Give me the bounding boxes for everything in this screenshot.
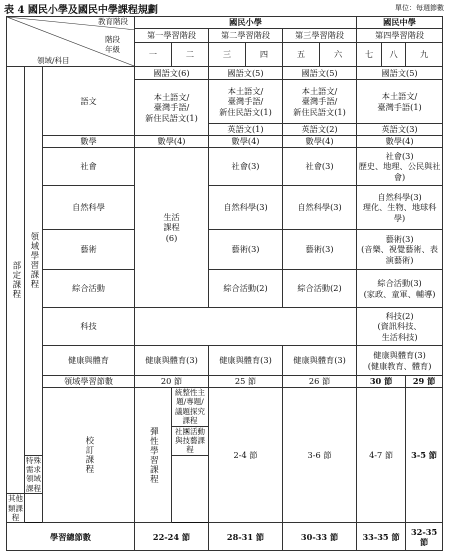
- cell-science-stage3: 自然科學(3): [283, 186, 357, 230]
- group-school-based: 校訂課程: [43, 388, 135, 523]
- flex-stage1: 2-4 節: [209, 388, 283, 523]
- cell-health-stage2: 健康與體育(3): [209, 346, 283, 376]
- domain-total-stage3: 26 節: [283, 376, 357, 388]
- domain-total-stage2: 25 節: [209, 376, 283, 388]
- subject-integrative: 綜合活動: [43, 270, 135, 308]
- grade-3: 三: [209, 43, 246, 67]
- group-domain-learning: 領域學習課程: [25, 67, 43, 456]
- table-header-bar: [0, 0, 450, 16]
- cell-guoyu-stage3: 國語文(5): [283, 67, 357, 80]
- cell-health-stage3: 健康與體育(3): [283, 346, 357, 376]
- cell-local-lang-stage3: 本土語文/ 臺灣手語/ 新住民語文(1): [283, 80, 357, 124]
- grade-7: 七: [357, 43, 382, 67]
- cell-health-stage4: 健康與體育(3) (健康教育、體育): [357, 346, 443, 376]
- unit-note: 單位：每週節數: [395, 4, 444, 12]
- flex-item-thematic: 統整性主題/專題/ 議題探究課程: [172, 388, 209, 427]
- domain-total-grade7-8: 30 節: [357, 376, 406, 388]
- cell-life-curriculum: 生活 課程 (6): [135, 148, 209, 308]
- grade-9: 九: [406, 43, 443, 67]
- cell-integrative-stage3: 綜合活動(2): [283, 270, 357, 308]
- grand-total-grade9: 32-35 節: [406, 523, 443, 551]
- cell-local-lang-stage1: 本土語文/ 臺灣手語/ 新住民語文(1): [135, 80, 209, 136]
- grand-total-stage1: 22-24 節: [135, 523, 209, 551]
- domain-total-stage1: 20 節: [135, 376, 209, 388]
- flex-item-special-needs: 特殊需求領域課程: [26, 455, 41, 493]
- cell-health-stage1: 健康與體育(3): [135, 346, 209, 376]
- cell-local-lang-stage4: 本土語文/ 臺灣手語(1): [357, 80, 443, 124]
- cell-math-stage1: 數學(4): [135, 136, 209, 148]
- grand-total-grade7-8: 33-35 節: [357, 523, 406, 551]
- flex-item-other: 其他類課程: [8, 494, 23, 522]
- grade-5: 五: [283, 43, 320, 67]
- stage-1: 第一學習階段: [135, 29, 209, 43]
- table-title: 表 4 國民小學及國民中學課程規劃: [4, 5, 158, 16]
- flex-stage3: 4-7 節: [357, 388, 406, 523]
- grand-total-stage2: 28-31 節: [209, 523, 283, 551]
- grade-8: 八: [382, 43, 406, 67]
- level-elementary: 國民小學: [135, 17, 357, 29]
- domain-total-grade9: 29 節: [406, 376, 443, 388]
- corner-label-stage: 階段: [105, 35, 121, 44]
- cell-math-stage2: 數學(4): [209, 136, 283, 148]
- cell-arts-stage4: 藝術(3) (音樂、視覺藝術、表演藝術): [357, 230, 443, 270]
- cell-social-stage2: 社會(3): [209, 148, 283, 186]
- cell-english-stage3: 英語文(2): [283, 124, 357, 136]
- cell-math-stage3: 數學(4): [283, 136, 357, 148]
- corner-label-stage-level: 教育階段: [98, 17, 129, 26]
- label-domain-total: 領域學習節數: [43, 376, 135, 388]
- group-dept-required: 部定課程: [7, 67, 25, 494]
- cell-local-lang-stage2: 本土語文/ 臺灣手語/ 新住民語文(1): [209, 80, 283, 124]
- subject-arts: 藝術: [43, 230, 135, 270]
- grand-total-stage3: 30-33 節: [283, 523, 357, 551]
- label-grand-total: 學習總節數: [7, 523, 135, 551]
- subject-science: 自然科學: [43, 186, 135, 230]
- cell-tech-stage4: 科技(2) (資訊科技、 生活科技): [357, 308, 443, 346]
- flex-item-clubs: 社團活動與技藝課程: [172, 426, 209, 455]
- flex-stage2: 3-6 節: [283, 388, 357, 523]
- cell-english-stage2: 英語文(1): [209, 124, 283, 136]
- cell-tech-elementary-empty: [135, 308, 357, 346]
- cell-social-stage3: 社會(3): [283, 148, 357, 186]
- cell-english-stage4: 英語文(3): [357, 124, 443, 136]
- cell-guoyu-stage2: 國語文(5): [209, 67, 283, 80]
- grade-4: 四: [246, 43, 283, 67]
- grade-2: 二: [172, 43, 209, 67]
- cell-guoyu-stage1: 國語文(6): [135, 67, 209, 80]
- subject-language: 語文: [43, 67, 135, 136]
- subject-health: 健康與體育: [43, 346, 135, 376]
- grade-1: 一: [135, 43, 172, 67]
- curriculum-table: [6, 16, 443, 551]
- subject-social: 社會: [43, 148, 135, 186]
- cell-arts-stage3: 藝術(3): [283, 230, 357, 270]
- stage-4: 第四學習階段: [357, 29, 443, 43]
- cell-guoyu-stage4: 國語文(5): [357, 67, 443, 80]
- cell-social-stage4: 社會(3) 歷史、地理、公民與社會): [357, 148, 443, 186]
- cell-arts-stage2: 藝術(3): [209, 230, 283, 270]
- stage-3: 第三學習階段: [283, 29, 357, 43]
- subject-tech: 科技: [43, 308, 135, 346]
- flex-grade7-8: 3-5 節: [406, 388, 443, 523]
- subject-math: 數學: [43, 136, 135, 148]
- grade-6: 六: [320, 43, 357, 67]
- cell-math-stage4: 數學(4): [357, 136, 443, 148]
- header-corner-cell: [7, 17, 135, 67]
- cell-science-stage2: 自然科學(3): [209, 186, 283, 230]
- group-flexible: 彈性學習課程: [135, 388, 172, 523]
- corner-label-domain: 領域/科目: [37, 55, 70, 65]
- cell-integrative-stage4: 綜合活動(3) (家政、童軍、輔導): [357, 270, 443, 308]
- cell-integrative-stage2: 綜合活動(2): [209, 270, 283, 308]
- cell-science-stage4: 自然科學(3) 理化、生物、地球科學): [357, 186, 443, 230]
- level-junior-high: 國民中學: [357, 17, 443, 29]
- corner-label-grade: 年級: [105, 45, 121, 54]
- stage-2: 第二學習階段: [209, 29, 283, 43]
